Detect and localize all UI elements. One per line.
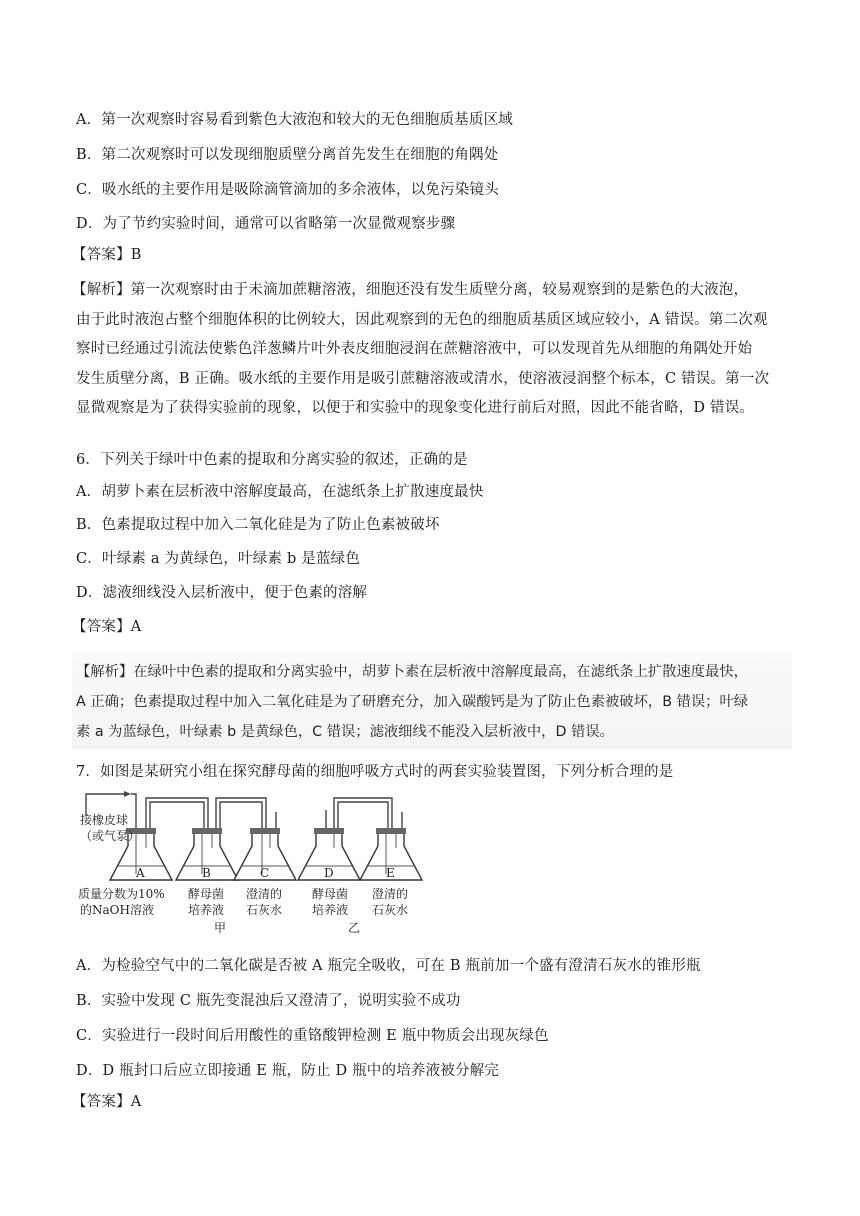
q5-option-c: C．吸水纸的主要作用是吸除滴管滴加的多余液体，以免污染镜头 [76, 182, 499, 198]
q6-option-c: C．叶绿素 a 为黄绿色，叶绿素 b 是蓝绿色 [76, 551, 361, 567]
pump-label: 接橡皮球 [80, 813, 129, 827]
flask-label: 酵母菌 [312, 887, 349, 901]
flask-label: 石灰水 [372, 903, 409, 917]
q7-answer: 【答案】A [72, 1094, 142, 1110]
q5-answer: 【答案】B [72, 247, 142, 263]
q7-option-d: D．D 瓶封口后应立即接通 E 瓶，防止 D 瓶中的培养液被分解完 [76, 1063, 500, 1079]
flask-label: 澄清的 [246, 887, 283, 901]
flask-label: 的NaOH溶液 [80, 903, 154, 917]
q7-option-a: A．为检验空气中的二氧化碳是否被 A 瓶完全吸收，可在 B 瓶前加一个盛有澄清石灰水的锥形瓶 [76, 958, 701, 974]
flask-label: 石灰水 [246, 903, 283, 917]
flask-label: 培养液 [312, 903, 349, 917]
q6-analysis-block [72, 651, 792, 749]
arrow-icon [124, 791, 131, 797]
q5-analysis-line: 发生质壁分离，B 正确。吸水纸的主要作用是吸引蔗糖溶液或清水，使溶液浸润整个标本，C 错误。第一次 [76, 370, 770, 387]
q5-analysis [72, 276, 784, 424]
q5-option-a: A．第一次观察时容易看到紫色大液泡和较大的无色细胞质基质区域 [76, 112, 513, 128]
q5-analysis-line: 显微观察是为了获得实验前的现象，以便于和实验中的现象变化进行前后对照，因此不能省略，D 错误。 [76, 400, 755, 416]
flask-label: 质量分数为10% [78, 887, 165, 901]
q5-analysis-line: 【解析】第一次观察时由于未滴加蔗糖溶液，细胞还没有发生质壁分离，较易观察到的是紫色的大液泡， [72, 282, 749, 298]
flask-label: 培养液 [188, 903, 225, 917]
q6-analysis [76, 657, 788, 747]
q6-answer: 【答案】A [72, 619, 142, 635]
q5-option-b: B．第二次观察时可以发现细胞质壁分离首先发生在细胞的角隅处 [76, 147, 499, 163]
flask-label: 澄清的 [372, 887, 409, 901]
flask-letter: C [260, 866, 270, 880]
q7-stem: 7．如图是某研究小组在探究酵母菌的细胞呼吸方式时的两套实验装置图，下列分析合理的是 [76, 764, 674, 780]
q6-option-b: B．色素提取过程中加入二氧化硅是为了防止色素被破坏 [76, 517, 440, 533]
flask-letter: D [324, 866, 334, 880]
q6-analysis-line: 【解析】在绿叶中色素的提取和分离实验中，胡萝卜素在层析液中溶解度最高，在滤纸条上扩散速度最快， [76, 664, 748, 680]
q6-option-d: D．滤液细线没入层析液中，便于色素的溶解 [76, 585, 368, 601]
pump-label: （或气泵） [80, 829, 141, 843]
q5-analysis-line: 察时已经通过引流法使紫色洋葱鳞片叶外表皮细胞浸润在蔗糖溶液中，可以发现首先从细胞的角隅处开始 [76, 341, 753, 357]
apparatus-figure [76, 788, 446, 936]
q6-analysis-line: A 正确；色素提取过程中加入二氧化硅是为了研磨充分，加入碳酸钙是为了防止色素被破坏，B 错误；叶绿 [76, 694, 749, 710]
q7-option-c: C．实验进行一段时间后用酸性的重铬酸钾检测 E 瓶中物质会出现灰绿色 [76, 1028, 549, 1044]
setup-label: 乙 [348, 921, 361, 935]
setup-label: 甲 [214, 921, 227, 935]
q7-option-b: B．实验中发现 C 瓶先变混浊后又澄清了，说明实验不成功 [76, 993, 461, 1009]
q5-analysis-line: 由于此时液泡占整个细胞体积的比例较大，因此观察到的无色的细胞质基质区域应较小，A 错误。第二次观 [76, 311, 768, 328]
flask-label: 酵母菌 [188, 887, 225, 901]
flask-letter: A [136, 866, 145, 880]
q6-stem: 6．下列关于绿叶中色素的提取和分离实验的叙述，正确的是 [76, 452, 468, 468]
q6-option-a: A．胡萝卜素在层析液中溶解度最高，在滤纸条上扩散速度最快 [76, 484, 484, 500]
flask-letter: B [202, 866, 211, 880]
q6-analysis-line: 素 a 为蓝绿色，叶绿素 b 是黄绿色，C 错误；滤液细线不能没入层析液中，D 错误。 [76, 724, 614, 740]
q5-option-d: D．为了节约实验时间，通常可以省略第一次显微观察步骤 [76, 216, 456, 232]
flask-letter: E [386, 866, 395, 880]
